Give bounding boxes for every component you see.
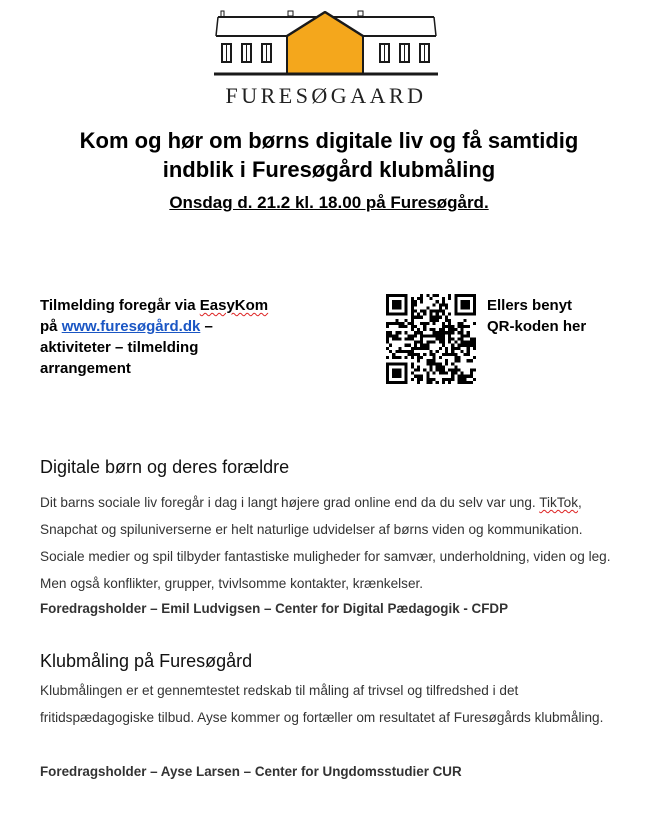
website-link[interactable]: www.furesøgård.dk <box>61 318 201 335</box>
registration-path-end: arrangement <box>40 360 131 377</box>
tiktok-word: TikTok <box>539 495 579 510</box>
section1-text-after: , Snapchat og spiluniverserne er helt naturlige udvidelser af børns viden og kommunikation. Sociale medier og spil tilbyder fantastiske muligheder for samvær, underholdning, viden og leg. Men også konflikter, grupper, tvivlsomme kontakter, krænkelser. <box>40 495 611 591</box>
logo-text: FURESØGAARD <box>225 83 427 108</box>
page-title-line-1: Kom og hør om børns digitale liv og få samtidig <box>79 128 579 153</box>
registration-prefix: Tilmelding foregår via <box>40 297 200 314</box>
building-icon <box>212 8 440 83</box>
furesogaard-logo <box>212 8 440 108</box>
section-heading-digital-children: Digitale børn og deres forældre <box>40 457 290 477</box>
section-text-digital-children <box>40 489 630 597</box>
registration-on: på <box>40 318 62 335</box>
registration-info <box>40 295 330 379</box>
speaker-ayse: Foredragsholder – Ayse Larsen – Center for Ungdomsstudier CUR <box>40 764 462 779</box>
speaker-emil: Foredragsholder – Emil Ludvigsen – Center for Digital Pædagogik - CFDP <box>40 601 508 616</box>
qr-code[interactable] <box>386 294 476 384</box>
page-title-line-2: indblik i Furesøgård klubmåling <box>162 157 496 182</box>
qr-instructions <box>487 295 637 337</box>
section-heading-klubmaaling: Klubmåling på Furesøgård <box>40 651 253 671</box>
event-date: Onsdag d. 21.2 kl. 18.00 på Furesøgård. <box>169 193 489 212</box>
qr-text-line-1: Ellers benyt <box>487 297 573 314</box>
section1-text-before: Dit barns sociale liv foregår i dag i langt højere grad online end da du selv var ung. <box>40 495 540 510</box>
qr-text-line-2: QR-koden her <box>487 318 587 335</box>
registration-path: aktiviteter – tilmelding <box>40 339 199 356</box>
registration-system: EasyKom <box>199 297 269 314</box>
section-text-klubmaaling: Klubmålingen er et gennemtestet redskab til måling af trivsel og tilfredshed i det fritidspædagogiske tilbud. Ayse kommer og fortæller om resultatet af Furesøgårds klubmåling. <box>40 683 604 725</box>
registration-dash: – <box>200 318 213 335</box>
